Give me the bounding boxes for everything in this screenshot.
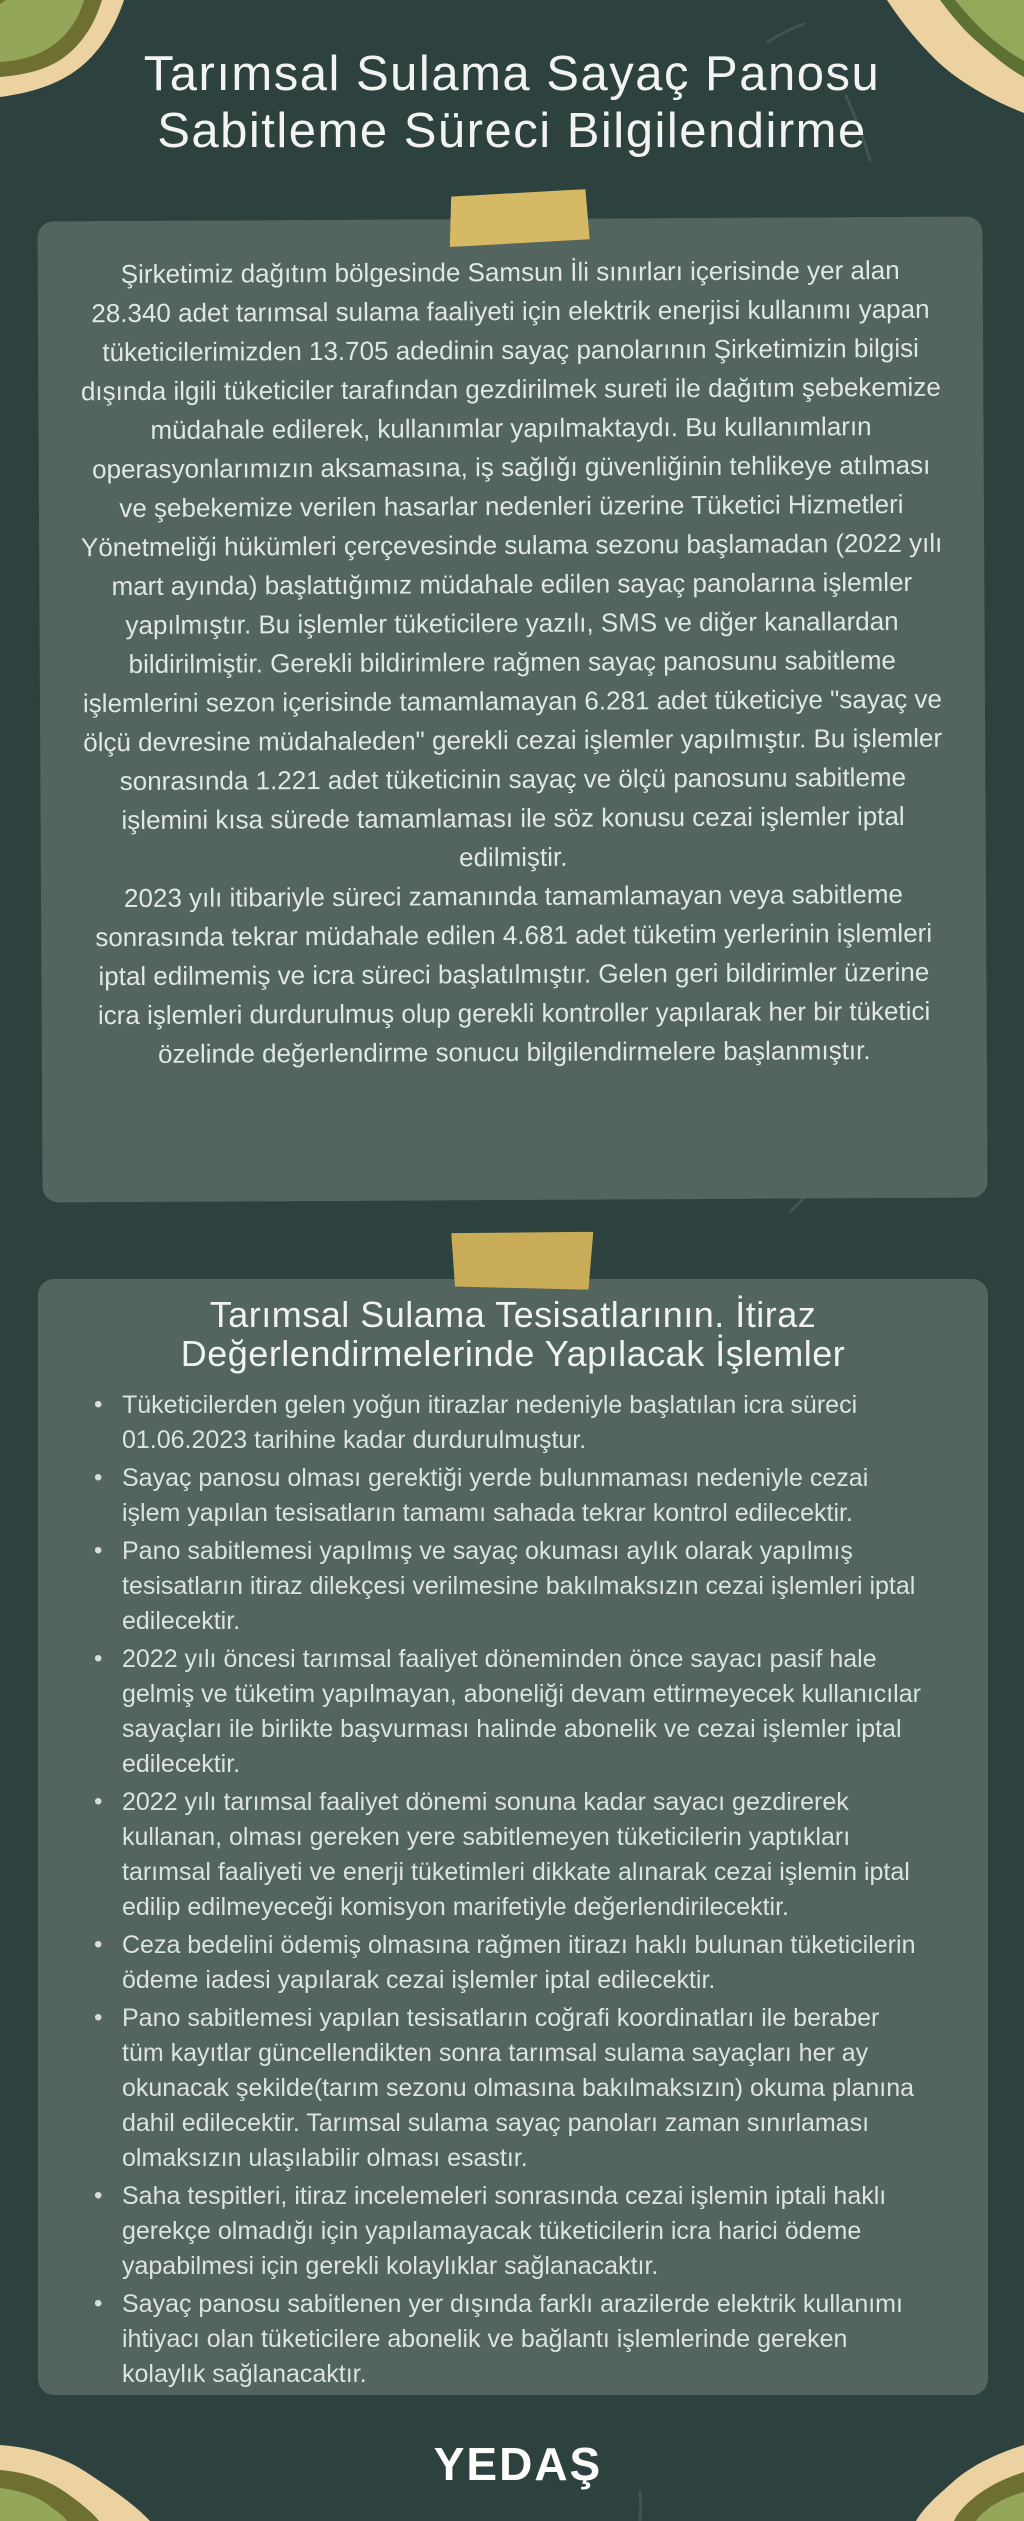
list-item: • Sayaç panosu olması gerektiği yerde bulunmaması nedeniyle cezai işlem yapılan tesisatların tamamı sahada tekrar kontrol edilecektir.: [122, 1461, 922, 1531]
section-heading-line1: Tarımsal Sulama Tesisatlarının. İtiraz: [209, 1294, 817, 1335]
list-item: • Sayaç panosu sabitlenen yer dışında farklı arazilerde elektrik kullanımı ihtiyacı olan tüketicilere abonelik ve bağlantı işlemlerinde gereken kolaylık sağlanacaktır.: [122, 2287, 922, 2392]
info-paragraph-1: Şirketimiz dağıtım bölgesinde Samsun İli sınırları içerisinde yer alan 28.340 adet tarımsal sulama faaliyeti için elektrik enerjisi kullanımı yapan tüketicilerimizden 13.705 adedinin sayaç panolarının Şirketimizin bilgisi dışında ilgili tüketiciler tarafından gezdirilmek sureti ile dağıtım şebekemize müdahale edilerek, kullanımlar yapılmaktaydı. Bu kullanımların operasyonlarımızın aksamasına, iş sağlığı güvenliğinin tehlikeye atılması ve şebekemize verilen hasarlar nedenleri üzerine Tüketici Hizmetleri Yönetmeliği hükümleri çerçevesinde sulama sezonu başlamadan (2022 yılı mart ayında) başlattığımız müdahale edilen sayaç panolarına işlemler yapılmıştır. Bu işlemler tüketicilere yazılı, SMS ve diğer kanallardan bildirilmiştir. Gerekli bildirimlere rağmen sayaç panosunu sabitleme işlemlerini sezon içerisinde tamamlamayan 6.281 adet tüketiciye "sayaç ve ölçü devresine müdahaleden" gerekli cezai işlemler yapılmıştır. Bu işlemler sonrasında 1.221 adet tüketicinin sayaç ve ölçü panosunu sabitleme işlemini kısa sürede tamamlaması ile söz konusu cezai işlemler iptal edilmiştir.: [80, 254, 943, 873]
list-item: • 2022 yılı tarımsal faaliyet dönemi sonuna kadar sayacı gezdirerek kullanan, olması gereken yere sabitlemeyen tüketicilerin yaptıkları tarımsal faaliyeti ve enerji tüketimleri dikkate alınarak cezai işlemin iptal edilip edilmeyeceği komisyon marifetiyle değerlendirilecektir.: [122, 1785, 922, 1925]
section-heading-line2: Değerlendirmelerinde Yapılacak İşlemler: [180, 1333, 846, 1374]
page-title: [0, 46, 1024, 160]
list-item: • Pano sabitlemesi yapılmış ve sayaç okuması aylık olarak yapılmış tesisatların itiraz dilekçesi verilmesine bakılmaksızın cezai işlemleri iptal edilecektir.: [122, 1534, 922, 1639]
brand-logo-text: YEDAŞ: [433, 2438, 603, 2490]
info-card-body: [37, 217, 986, 1075]
tape-decoration-top: [448, 189, 589, 247]
list-item: • 2022 yılı öncesi tarımsal faaliyet döneminden önce sayacı pasif hale gelmiş ve tüketim yapılmayan, aboneliği devam ettirmeyecek kullanıcılar sayaçları ile birlikte başvurması halinde abonelik ve cezai işlemler iptal edilecektir.: [122, 1642, 922, 1782]
list-item: • Tüketicilerden gelen yoğun itirazlar nedeniyle başlatılan icra süreci 01.06.2023 tarihine kadar durdurulmuştur.: [122, 1388, 922, 1458]
procedures-list: [38, 1388, 988, 2392]
section-heading: [38, 1295, 988, 1373]
tape-decoration-middle: [451, 1230, 594, 1289]
info-paragraph-2: 2023 yılı itibariyle süreci zamanında tamamlamayan veya sabitleme sonrasında tekrar müdahale edilen 4.681 adet tüketim yerlerinin işlemleri iptal edilmemiş ve icra süreci başlatılmıştır. Gelen geri bildirimler üzerine icra işlemleri durdurulmuş olup gerekli kontroller yapılarak her bir tüketici özelinde değerlendirme sonucu bilgilendirmelere başlanmıştır.: [95, 878, 933, 1069]
page-title-line2: Sabitleme Süreci Bilgilendirme: [157, 104, 867, 158]
list-item: • Ceza bedelini ödemiş olmasına rağmen itirazı haklı bulunan tüketicilerin ödeme iadesi yapılarak cezai işlemler iptal edilecektir.: [122, 1928, 922, 1998]
list-item: • Pano sabitlemesi yapılan tesisatların coğrafi koordinatları ile beraber tüm kayıtlar güncellendikten sonra tarımsal sulama sayaçları her ay okunacak şekilde(tarım sezonu olmasına bakılmaksızın) okuma planına dahil edilecektir. Tarımsal sulama sayaç panoları zaman sınırlaması olmaksızın ulaşılabilir olması esastır.: [122, 2001, 922, 2176]
page-title-line1: Tarımsal Sulama Sayaç Panosu: [143, 47, 881, 101]
procedures-card: [38, 1279, 988, 2395]
list-item: • Saha tespitleri, itiraz incelemeleri sonrasında cezai işlemin iptali haklı gerekçe olmadığı için yapılamayacak tüketicilerin icra harici ödeme yapabilmesi için gerekli kolaylıklar sağlanacaktır.: [122, 2179, 922, 2284]
info-card: [37, 217, 987, 1203]
